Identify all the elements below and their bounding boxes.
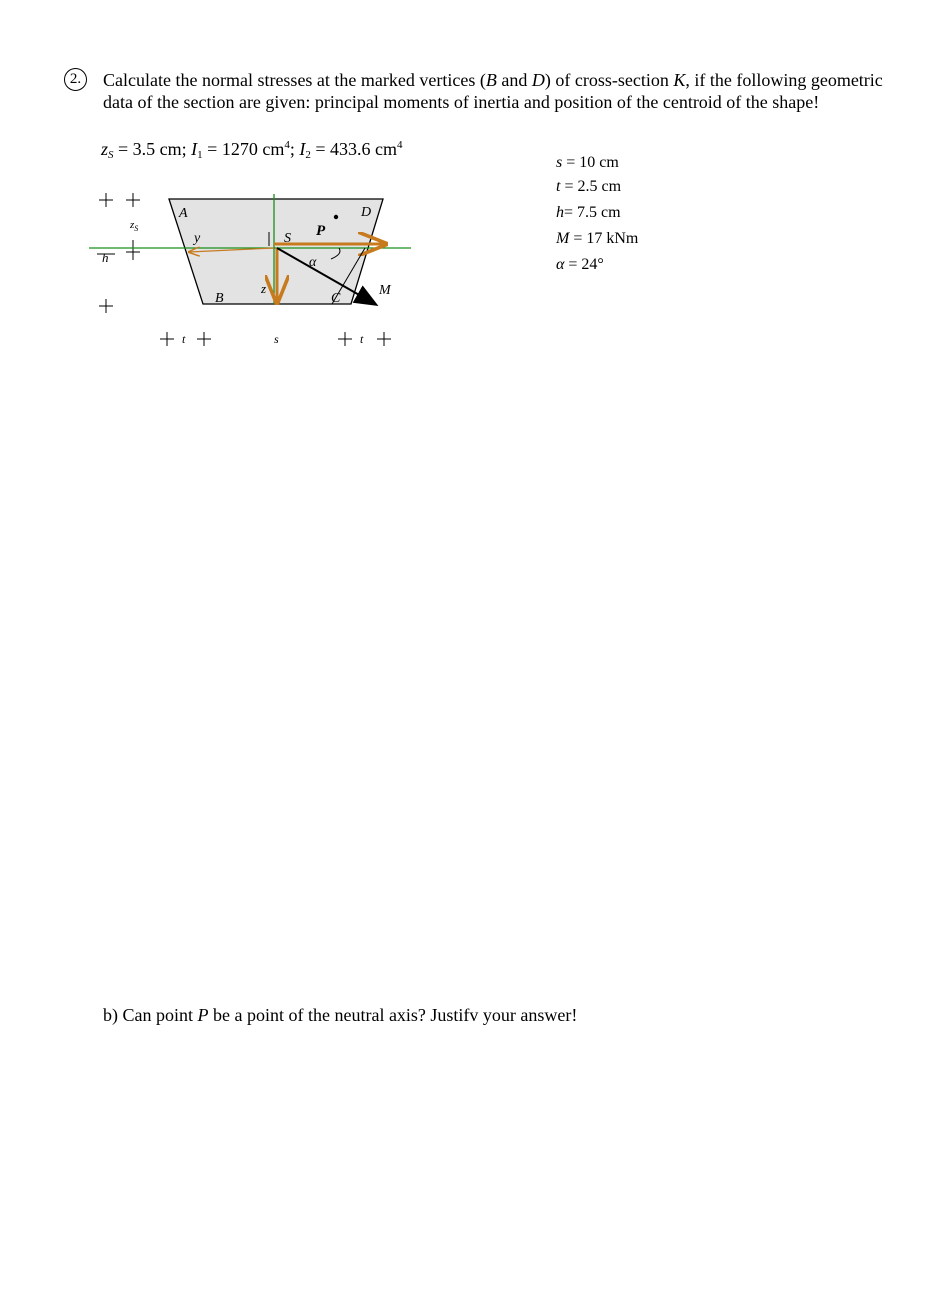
label-p: P [316, 223, 326, 239]
label-t-left: t [182, 332, 186, 346]
param-t: t = 2.5 cm [556, 178, 622, 195]
label-t-right: t [360, 332, 364, 346]
param-alpha: α = 24° [556, 256, 604, 273]
label-m: M [379, 283, 391, 298]
label-s-width: s [274, 332, 279, 346]
param-m: M = 17 kNm [556, 230, 639, 247]
problem-number: 2. [64, 68, 87, 91]
point-p-dot [334, 215, 338, 219]
label-alpha: α [309, 255, 317, 270]
problem-statement: Calculate the normal stresses at the marked vertices (B and D) of cross-section K, if the following geometric data of the section are given: principal moments of inertia and position of the centroid of the shape! [103, 70, 883, 112]
parameter-list [556, 151, 638, 277]
given-data-line: $z_S = 3.5$ cm; $I_1 = 1270$ $cm^4$; $I_2 = 433.6$ $cm^4$ [101, 139, 403, 161]
label-a: A [179, 206, 188, 221]
label-y: y [194, 231, 201, 246]
param-s: s = 10 cm [556, 154, 619, 171]
cross-section-figure [85, 180, 425, 360]
label-h: h [102, 250, 109, 265]
param-h: h= 7.5 cm [556, 204, 621, 221]
label-d: D [361, 205, 372, 220]
label-c: C [331, 291, 341, 306]
label-z: z [261, 281, 267, 296]
label-b: B [215, 291, 224, 306]
question-b: b) Can point P be a point of the neutral axis? Justifv your answer! [103, 1005, 578, 1025]
label-s-centroid: S [284, 231, 291, 246]
label-zs: $z_S$ [130, 219, 139, 233]
